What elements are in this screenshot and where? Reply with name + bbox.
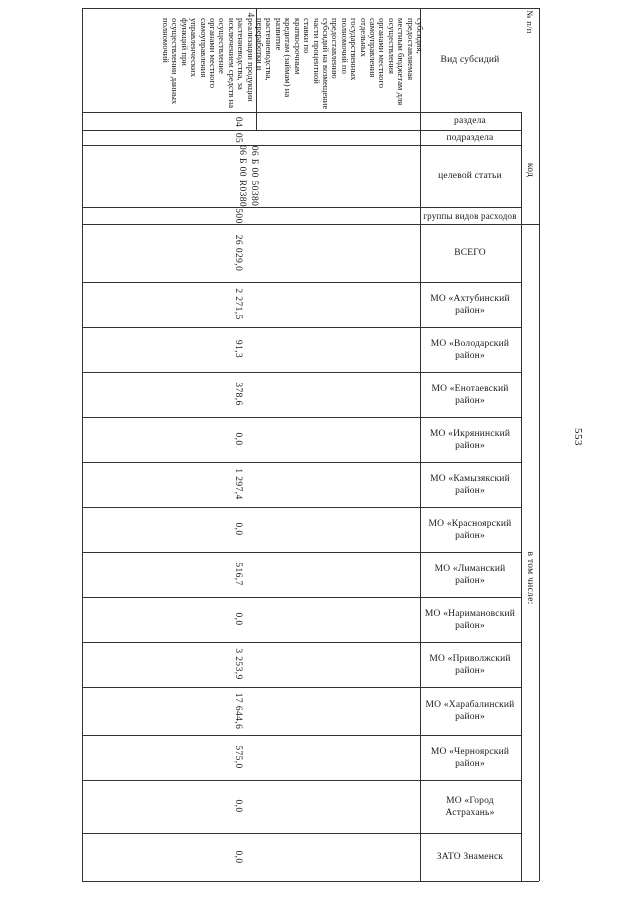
row-value: 3 253,9 <box>233 648 243 680</box>
header-code-label: код <box>525 162 535 178</box>
row-value: 0,0 <box>233 522 243 536</box>
table-right-border <box>539 8 540 881</box>
header-subsection-cell <box>421 130 519 145</box>
entry-description: субсидия, предоставляемая местным бюджетам для осуществления органами местного самоуправления отдельных государственных полномочий по предоставлению субсидий на возмещение части процентной ставки по краткосрочным кредитам (займам) на развитие растениеводства, переработки и реализации продукции растениеводства, за исключением средств на осуществление органами местного самоуправления управленческих функций при осуществлении данных полномочий <box>161 18 425 110</box>
header-section-label: раздела <box>454 116 486 126</box>
table-divider-vertical <box>521 112 522 881</box>
row-value: 575,0 <box>233 745 243 769</box>
row-label: МО «Наримановский район» <box>424 608 516 631</box>
row-label: МО «Енотаевский район» <box>431 383 509 406</box>
row-label: МО «Черноярский район» <box>430 746 510 769</box>
entry-subsection-code: 05 <box>233 132 243 144</box>
row-value: 1 297,4 <box>233 468 243 500</box>
page-number: 553 <box>572 428 584 446</box>
row-label: МО «Камызякский район» <box>430 473 510 496</box>
entry-target-code-2: 06 Б 00 R0380 <box>237 144 247 208</box>
row-value: 378,6 <box>233 382 243 406</box>
header-target-label: целевой статьи <box>438 171 502 181</box>
header-including-label: в том числе: <box>525 551 535 605</box>
row-label: ЗАТО Знаменск <box>436 852 504 862</box>
entry-description-cell <box>161 18 425 110</box>
header-kind-label: Вид субсидий <box>440 55 500 65</box>
row-label-total: ВСЕГО <box>454 248 486 258</box>
header-expense-label: группы видов расходов <box>423 210 517 221</box>
row-label: МО «Володарский район» <box>430 338 510 361</box>
row-value: 0,0 <box>233 432 243 446</box>
header-target-cell <box>421 145 519 207</box>
entry-target-code-1: 06 Б 00 50380 <box>249 145 259 207</box>
header-section-cell <box>421 112 519 130</box>
row-label: МО «Город Астрахань» <box>445 795 495 818</box>
row-value: 516,7 <box>233 562 243 586</box>
header-num-label: № п/п <box>525 10 535 34</box>
row-value-total: 26 029,0 <box>233 234 243 272</box>
entry-section-code: 04 <box>233 116 243 128</box>
header-kind-cell <box>421 8 519 112</box>
row-label: МО «Приволжский район» <box>429 653 511 676</box>
row-label: МО «Лиманский район» <box>434 563 506 586</box>
table-left-border <box>82 8 83 881</box>
row-label: МО «Красноярский район» <box>428 518 512 541</box>
row-value: 2 271,5 <box>233 288 243 320</box>
table-bottom-border <box>82 881 539 882</box>
row-label: МО «Харабалинский район» <box>425 700 515 722</box>
row-value: 91,3 <box>233 339 243 359</box>
entry-number: 4 <box>245 12 255 18</box>
entry-expense-code: 500 <box>233 208 243 224</box>
row-value: 0,0 <box>233 612 243 626</box>
header-expense-cell <box>421 207 519 224</box>
row-value: 17 644,6 <box>233 692 243 730</box>
row-label: МО «Ахтубинский район» <box>430 293 510 316</box>
header-subsection-label: подраздела <box>446 132 494 143</box>
row-value: 0,0 <box>233 799 243 813</box>
row-value: 0,0 <box>233 850 243 864</box>
row-label: МО «Икрянинский район» <box>429 428 511 451</box>
